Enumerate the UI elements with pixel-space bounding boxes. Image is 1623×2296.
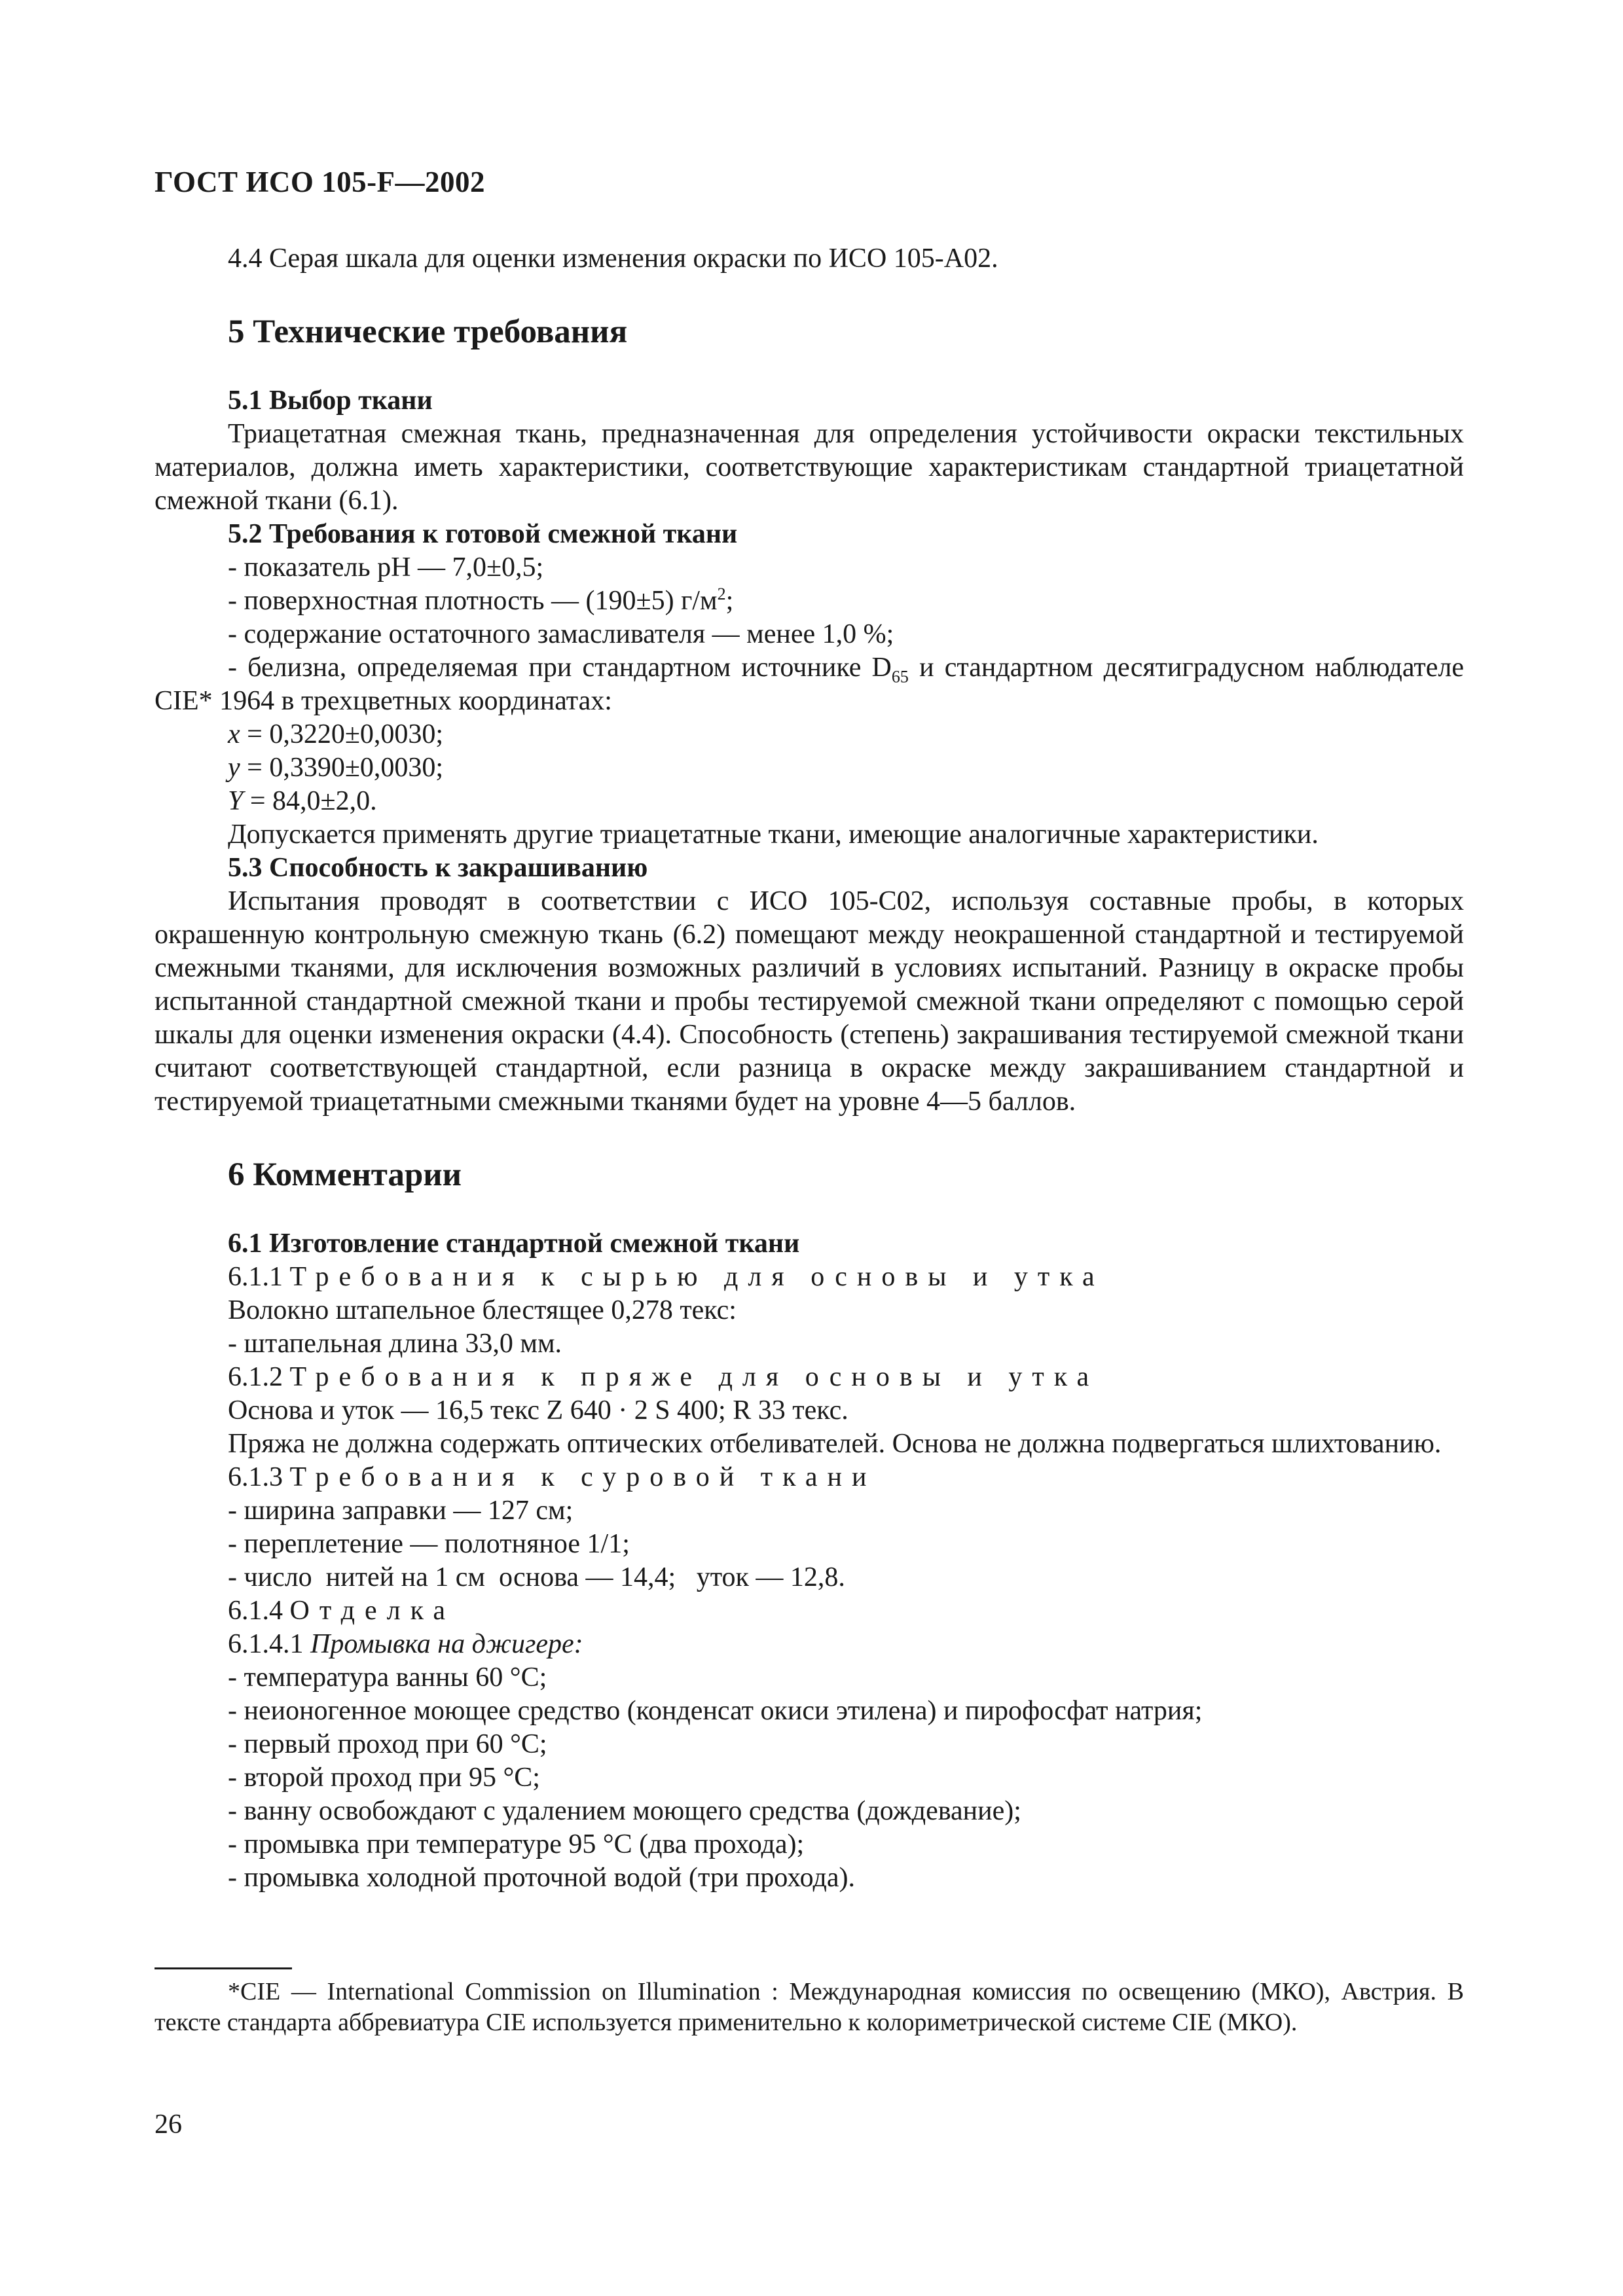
density-text: - поверхностная плотность — (190±5) г/м xyxy=(228,586,718,616)
loom-width: - ширина заправки — 127 см; xyxy=(228,1496,574,1526)
density-superscript: 2 xyxy=(717,584,726,603)
staple-length: - штапельная длина 33,0 мм. xyxy=(228,1329,562,1359)
footnote-text: *CIE — International Commission on Illumination : Международная комиссия по освещению (МКО), Австрия. В тексте стандарта аббревиатура CIE используется применительно к колориметрической системе CIE (МКО). xyxy=(155,1978,1464,2036)
clause-6-1-2-heading xyxy=(155,1361,1464,1394)
running-header: ГОСТ ИСО 105-F—2002 xyxy=(155,166,486,198)
list-item: - промывка при температуре 95 °С (два прохода); xyxy=(228,1829,805,1859)
list-item: - ванну освобождают с удалением моющего средства (дождевание); xyxy=(228,1796,1021,1826)
coordinate-x-var: x xyxy=(228,719,240,749)
clause-6-1-3-title: Требования к суровой ткани xyxy=(289,1462,877,1492)
clause-5-3-heading: 5.3 Способность к закрашиванию xyxy=(228,853,648,883)
clause-6-1-1-heading xyxy=(155,1261,1464,1294)
whiteness-text: - белизна, определяемая при стандартном источнике D xyxy=(228,653,892,683)
clause-6-1-3-heading xyxy=(155,1461,1464,1494)
list-item: - неионогенное моющее средство (конденсат окиси этилена) и пирофосфат натрия; xyxy=(228,1696,1203,1726)
list-item: - второй проход при 95 °С; xyxy=(228,1763,540,1793)
main-content xyxy=(155,242,1464,1895)
allowance-note: Допускается применять другие триацетатные ткани, имеющие аналогичные характеристики. xyxy=(228,819,1319,850)
clause-6-1-3-number: 6.1.3 xyxy=(228,1462,290,1492)
coordinate-y xyxy=(155,751,1464,785)
clause-6-1-heading: 6.1 Изготовление стандартной смежной ткани xyxy=(228,1229,800,1259)
coordinate-y-var: y xyxy=(228,753,240,783)
clause-4-4: 4.4 Серая шкала для оценки изменения окраски по ИСО 105-А02. xyxy=(228,243,998,274)
list-item: - промывка холодной проточной водой (три прохода). xyxy=(228,1863,855,1893)
clause-6-1-4-title: Отделка xyxy=(289,1596,456,1626)
clause-6-1-4-number: 6.1.4 xyxy=(228,1596,290,1626)
coordinate-x xyxy=(155,718,1464,751)
clause-6-1-4-heading xyxy=(155,1594,1464,1628)
thread-count: - число нитей на 1 см основа — 14,4; уток — 12,8. xyxy=(228,1562,845,1592)
illuminant-subscript: 65 xyxy=(891,667,909,687)
weave-type: - переплетение — полотняное 1/1; xyxy=(228,1529,630,1559)
whiteness-text-end: и стандартном десятиградусном наблюдателе CIE* 1964 в трехцветных координатах: xyxy=(155,653,1464,716)
clause-6-1-2-title: Требования к пряже для основы и утка xyxy=(289,1362,1099,1392)
clause-6-1-1-number: 6.1.1 xyxy=(228,1262,290,1292)
clause-5-3-text: Испытания проводят в соответствии с ИСО 105-С02, используя составные пробы, в которых окрашенную контрольную смежную ткань (6.2) помещают между неокрашенной стандартной и тестируемой смежными тканями, для исключения возможных различий в условиях испытаний. Разницу в окраске пробы испытанной стандартной смежной ткани и пробы тестируемой смежной ткани определяют с помощью серой шкалы для оценки изменения окраски (4.4). Способность (степень) закрашивания тестируемой смежной ткани считают соответствующей стандартной, если разница в окраске между закрашиванием стандартной и тестируемой триацетатными смежными тканями будет на уровне 4—5 баллов. xyxy=(155,886,1464,1117)
clause-6-1-4-1-number: 6.1.4.1 xyxy=(228,1629,310,1659)
list-item-whiteness xyxy=(155,651,1464,718)
clause-6-1-4-1-heading xyxy=(155,1628,1464,1661)
yarn-spec: Основа и уток — 16,5 текс Z 640 · 2 S 400; R 33 текс. xyxy=(228,1395,848,1426)
clause-6-1-1-title: Требования к сырью для основы и утка xyxy=(289,1262,1104,1292)
density-end: ; xyxy=(725,586,734,616)
clause-5-1-heading: 5.1 Выбор ткани xyxy=(228,386,433,416)
clause-5-2-heading: 5.2 Требования к готовой смежной ткани xyxy=(228,519,738,549)
list-item-residue: - содержание остаточного замасливателя — менее 1,0 %; xyxy=(228,619,894,649)
clause-6-1-4-1-title: Промывка на джигере: xyxy=(310,1629,583,1659)
footnote xyxy=(155,1977,1464,2038)
section-6-heading: 6 Комментарии xyxy=(228,1157,462,1193)
clause-5-1-text: Триацетатная смежная ткань, предназначенная для определения устойчивости окраски текстильных материалов, должна иметь характеристики, соответствующие характеристикам стандартной триацетатной смежной ткани (6.1). xyxy=(155,419,1464,516)
list-item-ph: - показатель рН — 7,0±0,5; xyxy=(228,552,544,583)
page-number: 26 xyxy=(155,2109,182,2140)
footnote-divider xyxy=(155,1967,292,1969)
coordinate-Y-value: = 84,0±2,0. xyxy=(243,786,377,816)
coordinate-Y-var: Y xyxy=(228,786,244,816)
fiber-spec: Волокно штапельное блестящее 0,278 текс: xyxy=(228,1295,737,1325)
coordinate-Y xyxy=(155,785,1464,818)
yarn-note: Пряжа не должна содержать оптических отбеливателей. Основа не должна подвергаться шлихтованию. xyxy=(228,1429,1442,1459)
list-item-density xyxy=(155,584,1464,618)
coordinate-y-value: = 0,3390±0,0030; xyxy=(240,753,444,783)
coordinate-x-value: = 0,3220±0,0030; xyxy=(240,719,444,749)
clause-6-1-2-number: 6.1.2 xyxy=(228,1362,290,1392)
section-5-heading: 5 Технические требования xyxy=(228,314,628,350)
list-item: - температура ванны 60 °С; xyxy=(228,1662,547,1693)
list-item: - первый проход при 60 °С; xyxy=(228,1729,547,1759)
